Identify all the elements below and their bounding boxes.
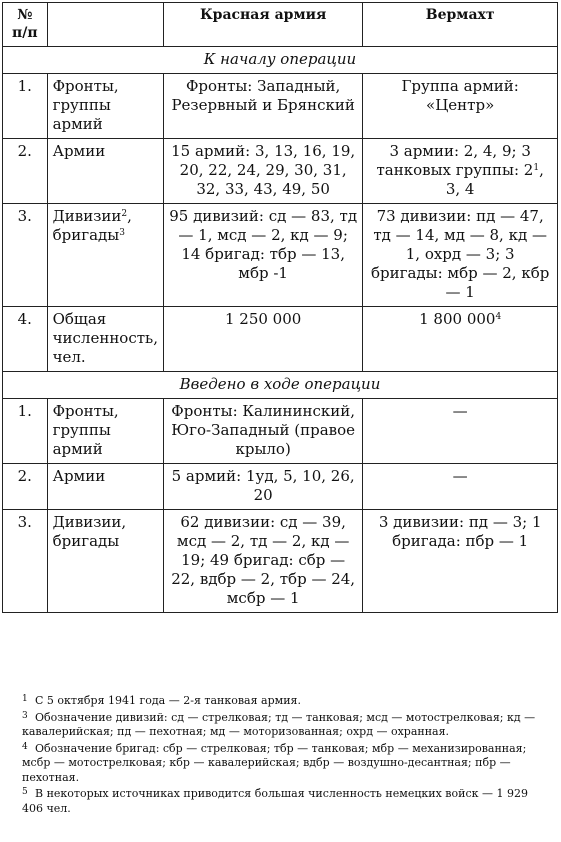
section-title: Введено в ходе операции bbox=[3, 372, 558, 399]
row-red-army: 15 армий: 3, 13, 16, 19, 20, 22, 24, 29, 30, 31, 32, 33, 43, 49, 50 bbox=[163, 139, 362, 204]
row-red-army: Фронты: Западный, Резервный и Брянский bbox=[163, 74, 362, 139]
footnote-text: В некоторых источниках приводится большая численность немецких войск — 1 929 406 чел. bbox=[22, 787, 528, 815]
row-num: 3. bbox=[3, 510, 48, 613]
row-wehrmacht: — bbox=[363, 464, 558, 510]
footnote-ref: 3 bbox=[119, 228, 125, 238]
footnote-mark: 5 bbox=[22, 787, 28, 797]
table-row bbox=[3, 74, 558, 139]
section-title: К началу операции bbox=[3, 47, 558, 74]
header-red-army: Красная армия bbox=[163, 3, 362, 47]
row-wehrmacht: — bbox=[363, 399, 558, 464]
row-num: 1. bbox=[3, 74, 48, 139]
cell-text: 1 800 000 bbox=[419, 310, 496, 328]
row-red-army: 95 дивизий: сд — 83, тд — 1, мсд — 2, кд — 9; 14 бригад: тбр — 13, мбр -1 bbox=[163, 204, 362, 307]
table-header-row bbox=[3, 3, 558, 47]
row-red-army: 62 дивизии: сд — 39, мсд — 2, тд — 2, кд — 19; 49 бригад: сбр — 22, вдбр — 2, тбр — 24, мсбр — 1 bbox=[163, 510, 362, 613]
cell-text: , 3, 4 bbox=[445, 161, 544, 198]
row-item: Фронты, группы армий bbox=[47, 74, 163, 139]
footnote-text: Обозначение бригад: сбр — стрелковая; тбр — танковая; мбр — механизированная; мсбр — мотострелковая; кбр — кавалерийская; вдбр — воздушно-десантная; пбр — пехотная. bbox=[22, 741, 527, 784]
row-wehrmacht: 3 дивизии: пд — 3; 1 бригада: пбр — 1 bbox=[363, 510, 558, 613]
footnotes bbox=[22, 692, 542, 816]
table-row bbox=[3, 139, 558, 204]
footnote bbox=[22, 740, 542, 786]
footnote bbox=[22, 709, 542, 740]
cell-text: , бригады bbox=[52, 207, 132, 244]
row-wehrmacht bbox=[363, 307, 558, 372]
footnote-ref: 4 bbox=[495, 312, 502, 322]
row-num: 1. bbox=[3, 399, 48, 464]
forces-comparison-table bbox=[2, 2, 558, 613]
row-num: 3. bbox=[3, 204, 48, 307]
header-item bbox=[47, 3, 163, 47]
table-row bbox=[3, 399, 558, 464]
row-wehrmacht bbox=[363, 139, 558, 204]
row-item: Дивизии, бригады bbox=[47, 510, 163, 613]
header-num: № п/п bbox=[3, 3, 48, 47]
footnote bbox=[22, 785, 542, 816]
footnote-text: С 5 октября 1941 года — 2-я танковая армия. bbox=[35, 694, 301, 707]
section-row bbox=[3, 47, 558, 74]
row-num: 4. bbox=[3, 307, 48, 372]
row-wehrmacht: 73 дивизии: пд — 47, тд — 14, мд — 8, кд — 1, охрд — 3; 3 бригады: мбр — 2, кбр — 1 bbox=[363, 204, 558, 307]
footnote-mark: 4 bbox=[22, 741, 28, 752]
table-row bbox=[3, 464, 558, 510]
table-row bbox=[3, 307, 558, 372]
row-item: Фронты, группы армий bbox=[47, 399, 163, 464]
cell-text: 3 армии: 2, 4, 9; 3 танковых группы: 2 bbox=[376, 142, 534, 179]
row-num: 2. bbox=[3, 464, 48, 510]
footnote-mark: 1 bbox=[22, 694, 28, 704]
row-num: 2. bbox=[3, 139, 48, 204]
header-wehrmacht: Вермахт bbox=[363, 3, 558, 47]
row-wehrmacht: Группа армий: «Центр» bbox=[363, 74, 558, 139]
footnote-text: Обозначение дивизий: сд — стрелковая; тд — танковая; мсд — мотострелковая; кд — кавалерийская; пд — пехотная; мд — моторизованная; охрд — охранная. bbox=[22, 710, 536, 738]
row-item: Армии bbox=[47, 464, 163, 510]
row-item: Армии bbox=[47, 139, 163, 204]
section-row bbox=[3, 372, 558, 399]
cell-text: Дивизии bbox=[52, 207, 122, 225]
row-red-army: 1 250 000 bbox=[163, 307, 362, 372]
footnote-ref: 1 bbox=[533, 163, 540, 173]
footnote-mark: 3 bbox=[22, 710, 28, 721]
row-red-army: Фронты: Калининский, Юго-Западный (правое крыло) bbox=[163, 399, 362, 464]
table-row bbox=[3, 510, 558, 613]
footnote-ref: 2 bbox=[121, 209, 128, 219]
row-red-army: 5 армий: 1уд, 5, 10, 26, 20 bbox=[163, 464, 362, 510]
row-item: Общая численность, чел. bbox=[47, 307, 163, 372]
table-row bbox=[3, 204, 558, 307]
footnote bbox=[22, 692, 542, 709]
row-item bbox=[47, 204, 163, 307]
